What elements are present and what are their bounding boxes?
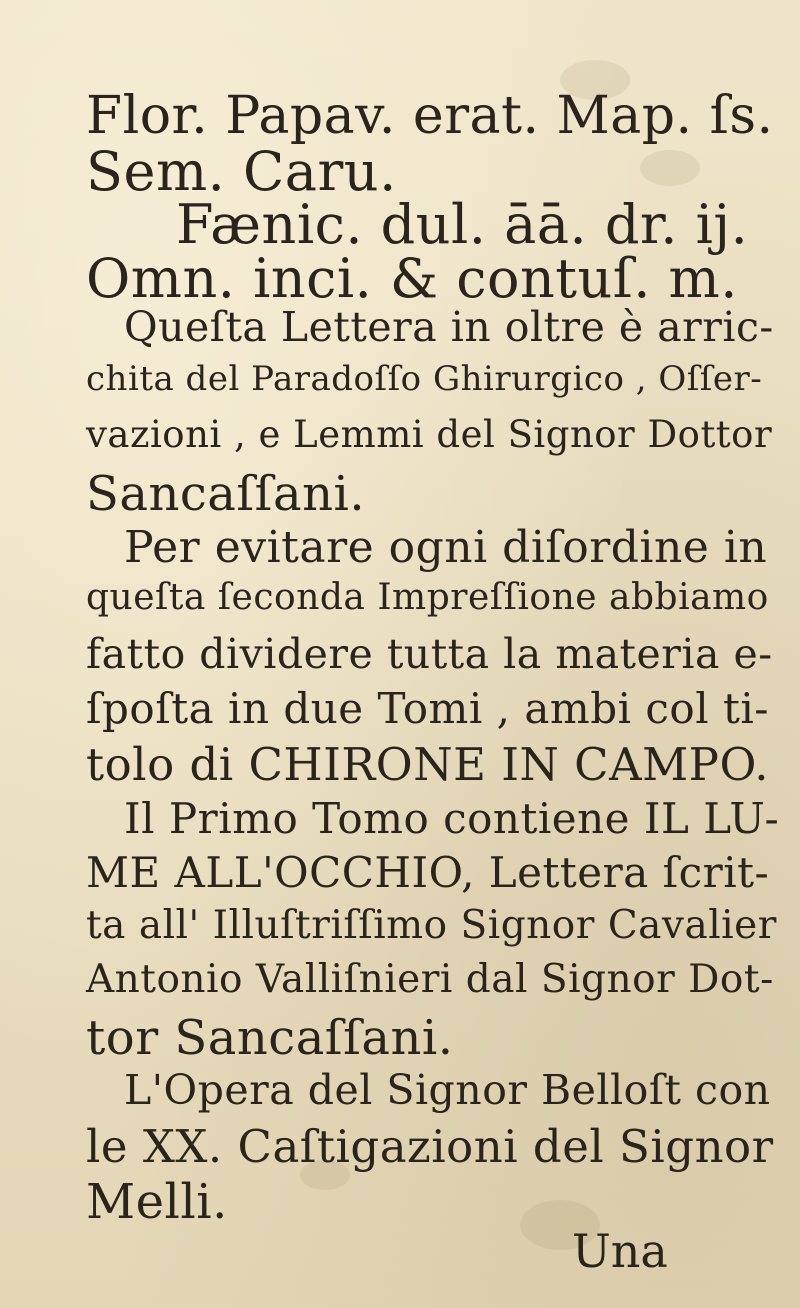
catchword: Una [572, 1224, 668, 1278]
text-line-7: vazioni , e Lemmi del Signor Dottor [86, 413, 773, 456]
text-line-9: Per evitare ogni diſordine in [124, 522, 768, 573]
text-line-21: Melli. [86, 1174, 228, 1230]
text-line-3: Fænic. dul. āā. dr. ij. [176, 193, 749, 256]
text-line-12: ſpoſta in due Tomi , ambi col ti- [86, 684, 769, 733]
paper-stain [640, 150, 700, 186]
text-line-15: ME ALL'OCCHIO, Lettera ſcrit- [86, 848, 770, 897]
text-line-17: Antonio Valliſnieri dal Signor Dot- [86, 957, 774, 1002]
text-line-1: Flor. Papav. erat. Map. ſs. [86, 86, 774, 146]
text-line-13: tolo di CHIRONE IN CAMPO. [86, 738, 770, 791]
text-line-10: queſta ſeconda Impreſſione abbiamo [86, 577, 769, 618]
text-line-11: fatto dividere tutta la materia e- [86, 630, 773, 678]
text-line-8: Sancaſſani. [86, 466, 366, 522]
text-line-4: Omn. inci. & contuſ. m. [86, 247, 738, 310]
text-line-5: Queſta Lettera in oltre è arric- [124, 303, 774, 351]
text-line-14: Il Primo Tomo contiene IL LU- [124, 794, 780, 843]
text-line-20: le XX. Caſtigazioni del Signor [86, 1120, 774, 1173]
text-line-2: Sem. Caru. [86, 140, 397, 203]
text-line-18: tor Sancaſſani. [86, 1010, 454, 1066]
text-line-16: ta all' Illuſtriſſimo Signor Cavalier [86, 903, 777, 948]
text-line-19: L'Opera del Signor Belloſt con [124, 1066, 771, 1114]
text-line-6: chita del Paradoſſo Ghirurgico , Oſſer- [86, 359, 763, 399]
